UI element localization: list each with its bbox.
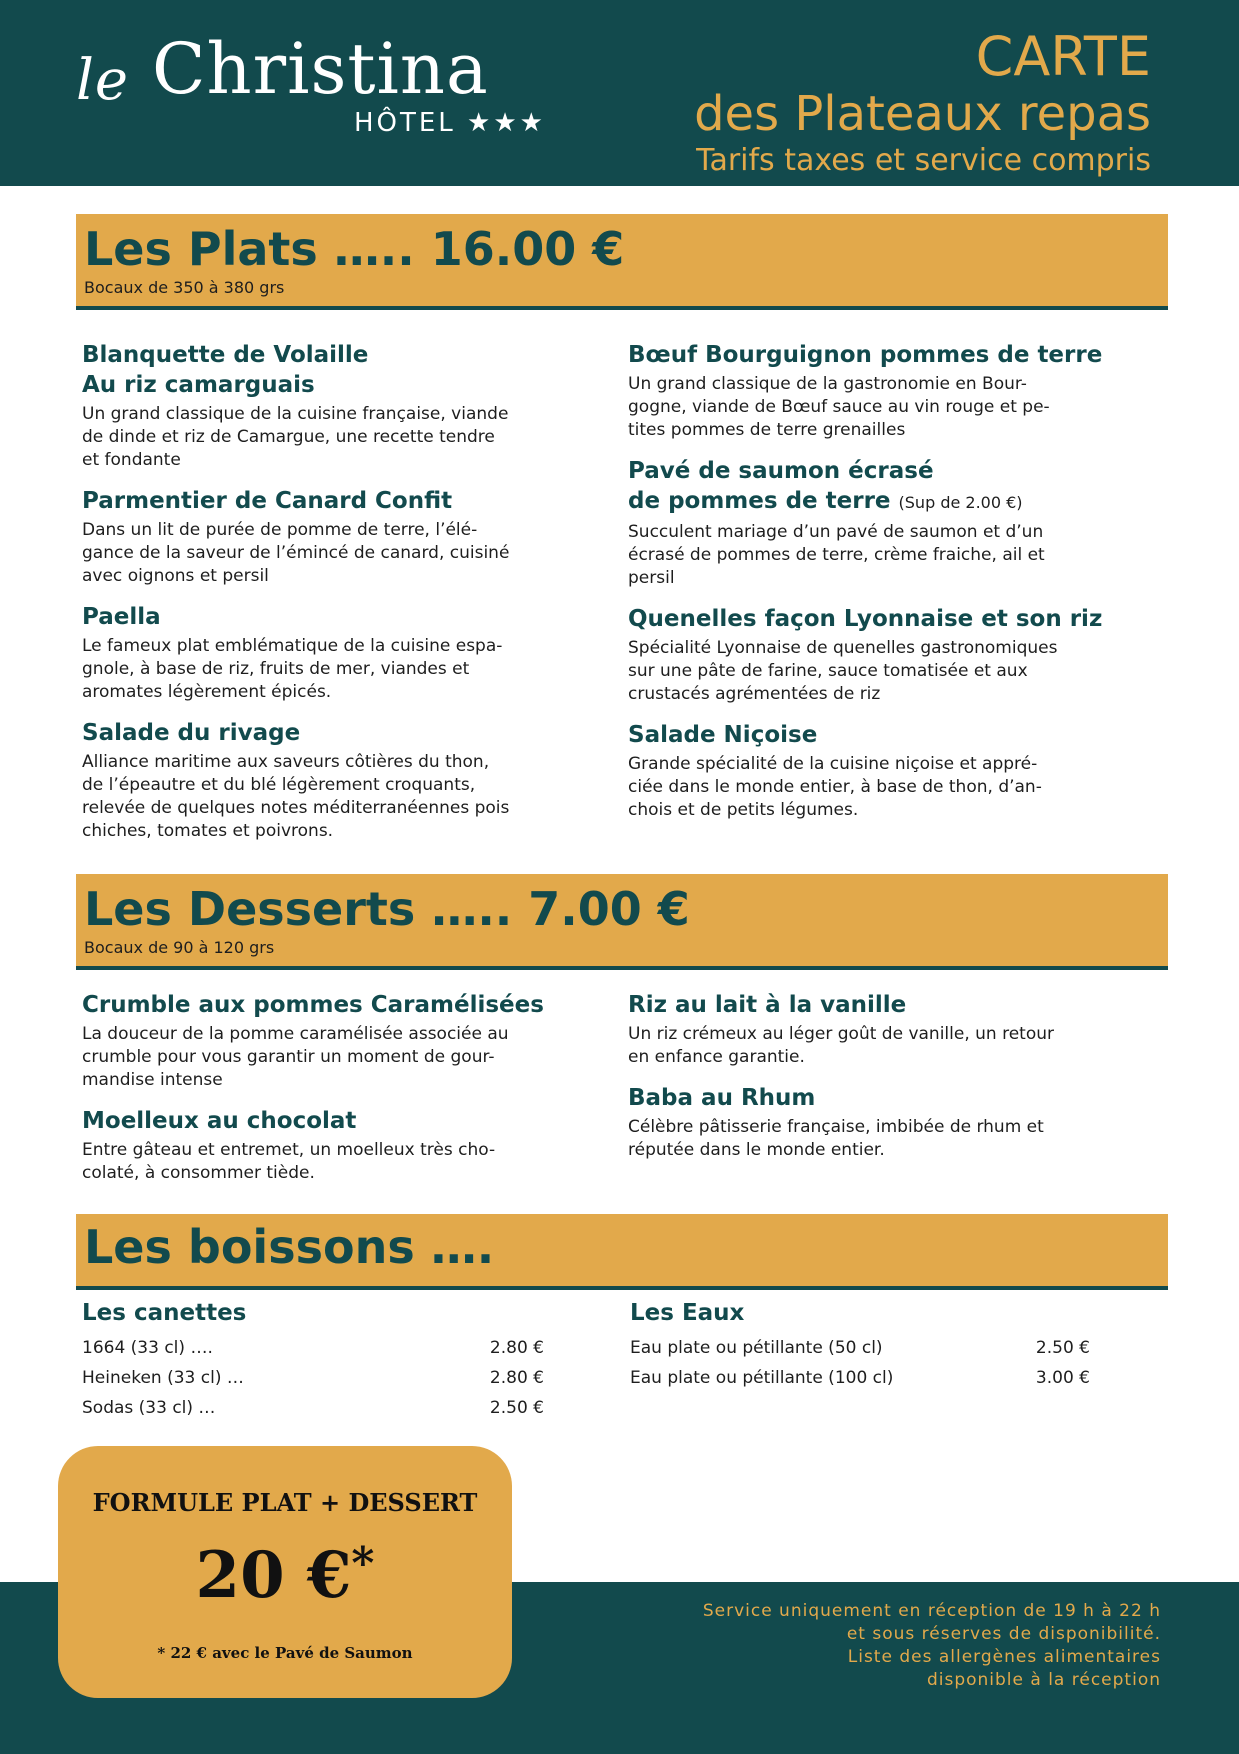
item-name: Bœuf Bourguignon pommes de terre [628,342,1103,368]
drink-row [630,1338,1090,1368]
title-plateaux: des Plateaux repas [694,86,1151,142]
item-name: Salade Niçoise [628,722,818,748]
item-name: Crumble aux pommes Caramélisées [82,992,544,1018]
item-name: Parmentier de Canard Confit [82,488,453,514]
logo-name: Christina [152,28,489,110]
eaux-heading: Les Eaux [630,1300,745,1326]
supplement-note: (Sup de 2.00 €) [898,493,1023,512]
service-line: et sous réserves de disponibilité. [846,1624,1161,1644]
menu-item [82,718,552,843]
drink-label: 1664 (33 cl) …. [82,1338,213,1358]
drink-label: Eau plate ou pétillante (50 cl) [630,1338,883,1358]
item-description: La douceur de la pomme caramélisée associée au crumble pour vous garantir un moment de gour- mandise intense [82,1024,509,1090]
drink-row [630,1368,1090,1398]
item-description: Un grand classique de la cuisine française, viande de dinde et riz de Camargue, une recette tendre et fondante [82,404,509,470]
desserts-right-column [628,990,1108,1176]
item-name: Baba au Rhum [628,1085,816,1111]
item-description: Dans un lit de purée de pomme de terre, l’élé- gance de la saveur de l’émincé de canard, cuisiné avec oignons et persil [82,520,510,586]
desserts-band [76,874,1168,970]
desserts-title: Les Desserts ….. 7.00 € [84,882,690,936]
item-description: Spécialité Lyonnaise de quenelles gastronomiques sur une pâte de farine, sauce tomatisée et aux crustacés agrémentées de riz [628,638,1058,704]
menu-item [628,720,1108,822]
formule-title: FORMULE PLAT + DESSERT [92,1488,478,1517]
menu-item [82,1106,552,1185]
formule-asterisk: * [351,1538,375,1589]
service-line: disponible à la réception [926,1670,1161,1690]
item-name: Paella [82,604,161,630]
menu-item [82,486,552,588]
item-name: Riz au lait à la vanille [628,992,907,1018]
title-tarifs: Tarifs taxes et service compris [696,143,1151,178]
item-description: Un grand classique de la gastronomie en Bour- gogne, viande de Bœuf sauce au vin rouge et pe- tites pommes de terre grenailles [628,374,1050,440]
menu-item [628,604,1108,706]
formule-price: 20 €* [195,1538,375,1613]
menu-item [82,340,552,472]
service-line: Service uniquement en réception de 19 h à 22 h [702,1601,1161,1621]
drink-label: Eau plate ou pétillante (100 cl) [630,1368,894,1388]
formule-note: * 22 € avec le Pavé de Saumon [157,1644,413,1662]
item-description: Succulent mariage d’un pavé de saumon et d’un écrasé de pommes de terre, crème fraiche, ail et persil [628,522,1045,588]
drink-label: Heineken (33 cl) … [82,1368,244,1388]
hotel-logo [76,28,556,138]
boissons-title: Les boissons …. [84,1220,495,1274]
menu-item [628,1083,1108,1162]
drink-price: 2.80 € [489,1338,544,1358]
service-note [601,1600,1161,1692]
canettes-column [82,1300,544,1428]
drink-row [82,1368,544,1398]
plats-left-column [82,340,552,857]
desserts-subtitle: Bocaux de 90 à 120 grs [84,938,275,957]
eaux-column [630,1300,1090,1398]
drink-row [82,1398,544,1428]
menu-item [82,990,552,1092]
service-line: Liste des allergènes alimentaires [847,1647,1161,1667]
item-description: Un riz crémeux au léger goût de vanille, un retour en enfance garantie. [628,1024,1054,1067]
item-description: Alliance maritime aux saveurs côtières du thon, de l’épeautre et du blé légèrement croquants, relevée de quelques notes méditerranéennes pois chiches, tomates et poivrons. [82,752,510,841]
item-name-line2: Au riz camarguais [82,372,315,398]
plats-subtitle: Bocaux de 350 à 380 grs [84,278,285,297]
menu-item [82,602,552,704]
plats-band [76,214,1168,310]
menu-item [628,456,1108,590]
plats-title: Les Plats ….. 16.00 € [84,222,625,276]
item-name: Quenelles façon Lyonnaise et son riz [628,606,1103,632]
item-name: Salade du rivage [82,720,301,746]
title-carte: CARTE [975,25,1151,88]
drink-price: 2.50 € [489,1398,544,1418]
boissons-band [76,1214,1168,1290]
item-name: Moelleux au chocolat [82,1108,357,1134]
canettes-heading: Les canettes [82,1300,247,1326]
drink-price: 2.80 € [489,1368,544,1388]
item-name: Pavé de saumon écrasé [628,458,934,484]
drink-price: 3.00 € [1035,1368,1090,1388]
drink-price: 2.50 € [1035,1338,1090,1358]
plats-right-column [628,340,1108,836]
drink-row [82,1338,544,1368]
logo-le: le [76,48,130,113]
item-name-line2: de pommes de terre (Sup de 2.00 €) [628,488,1023,514]
item-description: Le fameux plat emblématique de la cuisine espa- gnole, à base de riz, fruits de mer, viandes et aromates légèrement épicés. [82,636,503,702]
item-description: Célèbre pâtisserie française, imbibée de rhum et réputée dans le monde entier. [628,1117,1044,1160]
menu-item [628,340,1108,442]
item-description: Entre gâteau et entremet, un moelleux très cho- colaté, à consommer tiède. [82,1140,496,1183]
desserts-left-column [82,990,552,1199]
drink-label: Sodas (33 cl) … [82,1398,216,1418]
menu-item [628,990,1108,1069]
formule-box [58,1446,512,1698]
item-name: Blanquette de Volaille [82,342,369,368]
logo-hotel-stars: HÔTEL ★★★ [353,108,546,138]
item-description: Grande spécialité de la cuisine niçoise et appré- ciée dans le monde entier, à base de thon, d’an- chois et de petits légumes. [628,754,1042,820]
menu-title-block [694,25,1151,178]
